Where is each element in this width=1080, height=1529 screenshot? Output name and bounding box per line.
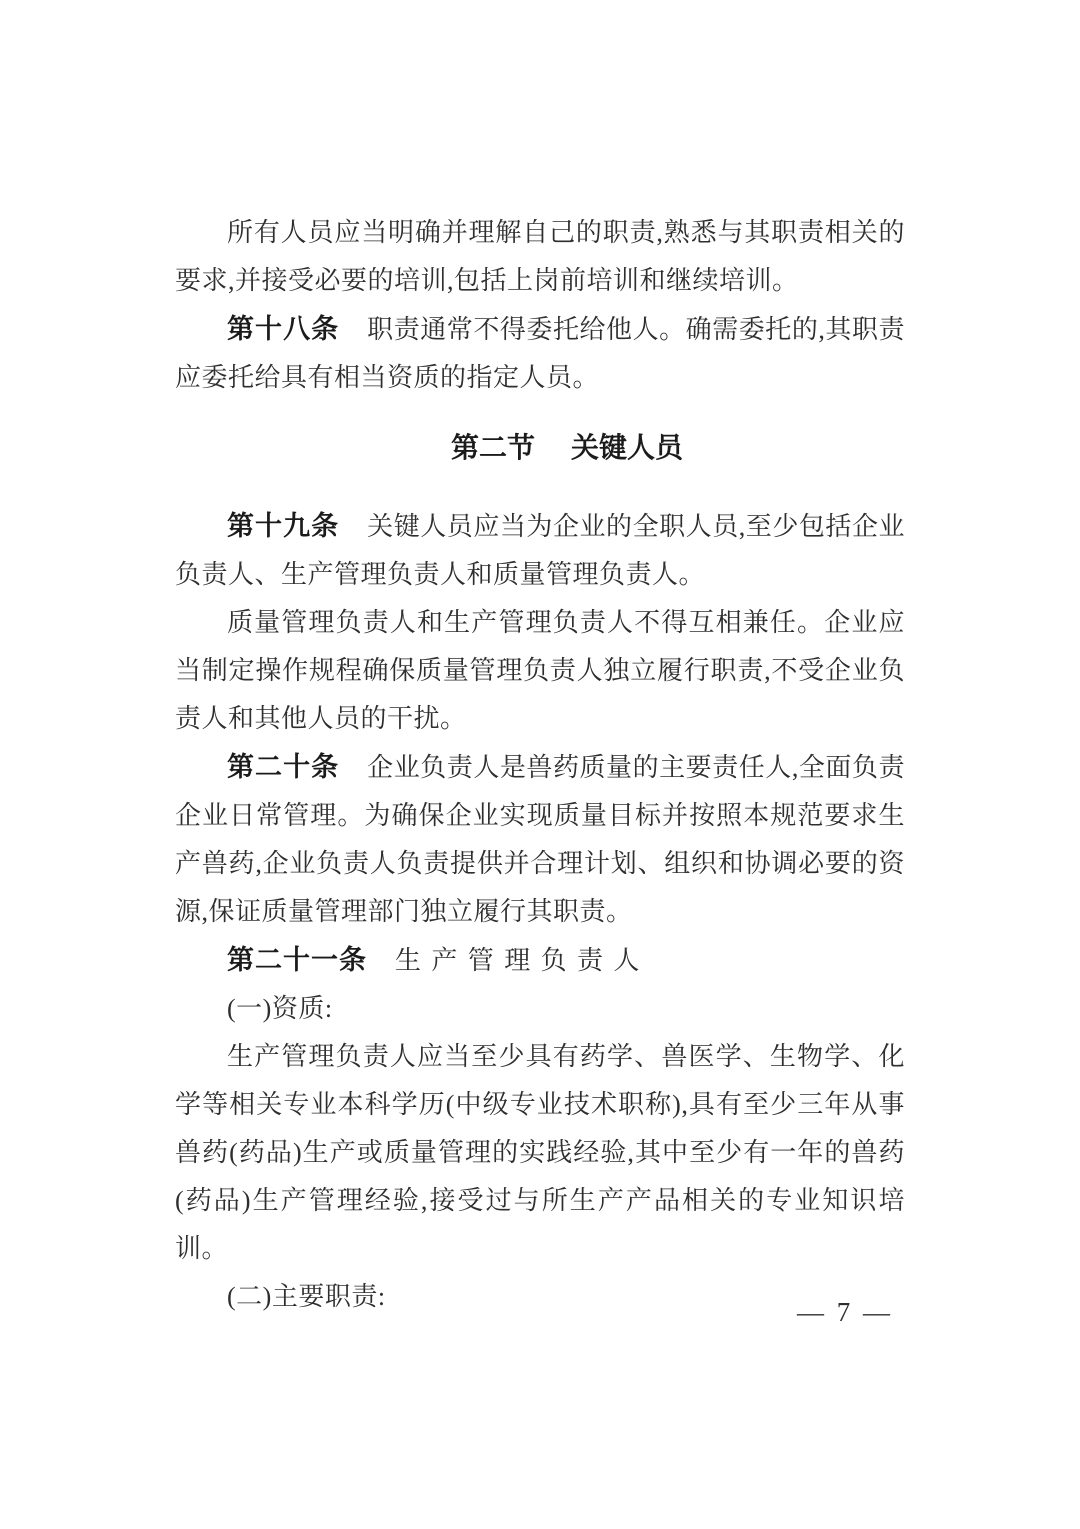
article-18-number: 第十八条 — [227, 314, 340, 344]
paragraph-article-21 — [175, 936, 905, 985]
paragraph-article-19 — [175, 502, 905, 599]
paragraph-qualification-details — [175, 1033, 905, 1273]
paragraph-text: (一)资质: — [227, 994, 333, 1023]
article-20-number: 第二十条 — [227, 752, 340, 782]
section-title: 关键人员 — [571, 432, 684, 463]
paragraph-text: 生产管理负责人应当至少具有药学、兽医学、生物学、化学等相关专业本科学历(中级专业技术职称),具有至少三年从事兽药(药品)生产或质量管理的实践经验,其中至少有一年的兽药(药品)生产管理经验,接受过与所生产产品相关的专业知识培训。 — [175, 1042, 905, 1263]
section-number: 第二节 — [450, 432, 535, 463]
section-heading — [202, 424, 932, 472]
paragraph-item-2-main-duties — [175, 1273, 905, 1321]
paragraph-text: 所有人员应当明确并理解自己的职责,熟悉与其职责相关的要求,并接受必要的培训,包括上岗前培训和继续培训。 — [175, 218, 905, 295]
paragraph-text: 质量管理负责人和生产管理负责人不得互相兼任。企业应当制定操作规程确保质量管理负责人独立履行职责,不受企业负责人和其他人员的干扰。 — [175, 608, 905, 733]
paragraph-article-20 — [175, 743, 905, 936]
article-21-text: 生产管理负责人 — [395, 946, 650, 975]
article-21-number: 第二十一条 — [227, 945, 367, 975]
paragraph-text: (二)主要职责: — [227, 1282, 386, 1311]
article-19-text: 关键人员应当为企业的全职人员,至少包括企业负责人、生产管理负责人和质量管理负责人。 — [175, 512, 905, 589]
article-20-text: 企业负责人是兽药质量的主要责任人,全面负责企业日常管理。为确保企业实现质量目标并按照本规范要求生产兽药,企业负责人负责提供并合理计划、组织和协调必要的资源,保证质量管理部门独立履行其职责。 — [175, 753, 905, 926]
page-number: — 7 — — [797, 1297, 893, 1327]
document-content — [175, 209, 905, 1321]
paragraph-training-requirement — [175, 209, 905, 305]
article-19-number: 第十九条 — [227, 511, 340, 541]
paragraph-article-18 — [175, 305, 905, 402]
paragraph-item-1-qualifications — [175, 985, 905, 1033]
paragraph-no-concurrent-roles — [175, 599, 905, 743]
article-18-text: 职责通常不得委托给他人。确需委托的,其职责应委托给具有相当资质的指定人员。 — [175, 315, 905, 392]
